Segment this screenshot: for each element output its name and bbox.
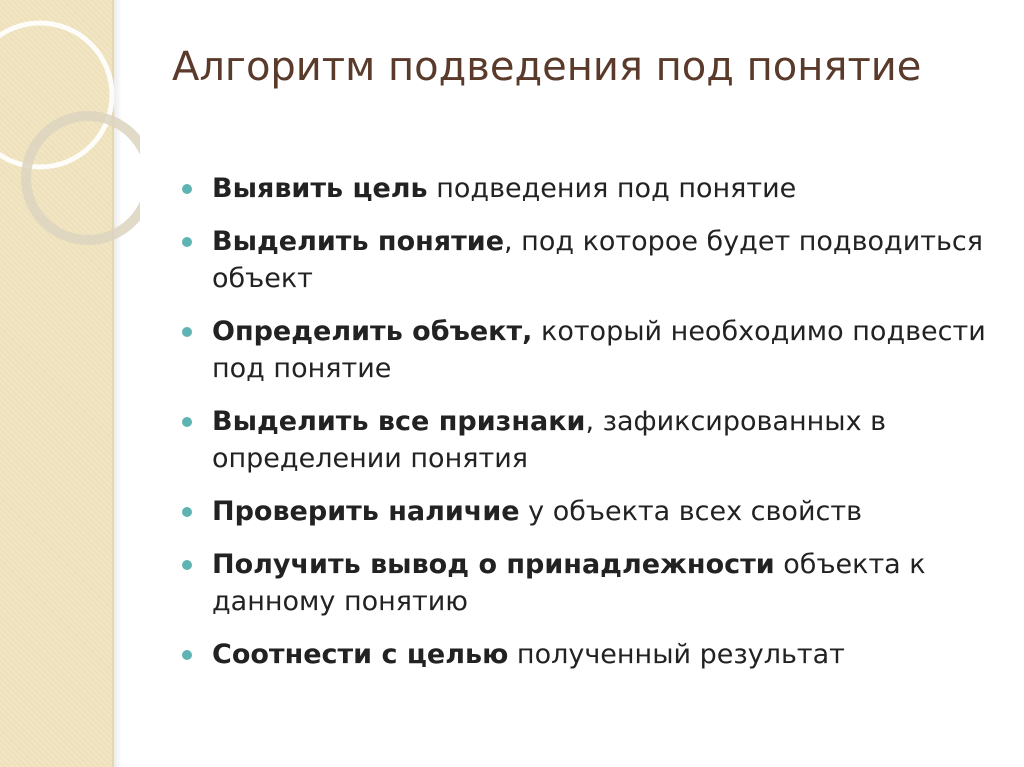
bullet-item [178, 546, 998, 620]
bullet-dot-icon [182, 650, 192, 660]
bullet-item [178, 403, 998, 477]
ring-large [0, 23, 112, 167]
bullet-item [178, 493, 998, 530]
bullet-item [178, 170, 998, 207]
bullet-item [178, 223, 998, 297]
bullet-item [178, 636, 998, 673]
bullet-item [178, 313, 998, 387]
bullet-text: , зафиксированных в определении понятия [212, 406, 887, 474]
bullet-dot-icon [182, 327, 192, 337]
bullet-text: полученный результат [508, 639, 845, 670]
bullet-text: который необходимо подвести под понятие [212, 316, 986, 384]
bullet-text: объекта к данному понятию [212, 549, 926, 617]
slide-title: Алгоритм подведения под понятие [172, 44, 922, 90]
bullet-bold-text: Выявить цель [212, 173, 428, 204]
bullet-list [178, 170, 998, 689]
bullet-dot-icon [182, 417, 192, 427]
bullet-bold-text: Соотнести с целью [212, 639, 509, 670]
bullet-text: , под которое будет подводиться объект [212, 226, 983, 294]
bullet-dot-icon [182, 237, 192, 247]
bullet-bold-text: Выделить все признаки [212, 406, 586, 437]
bullet-bold-text: Получить вывод о принадлежности [212, 549, 775, 580]
bullet-bold-text: Проверить наличие [212, 496, 520, 527]
bullet-bold-text: Определить объект, [212, 316, 533, 347]
bullet-text: подведения под понятие [427, 173, 797, 204]
bullet-dot-icon [182, 507, 192, 517]
bullet-bold-text: Выделить понятие [212, 226, 505, 257]
bullet-dot-icon [182, 184, 192, 194]
bullet-dot-icon [182, 560, 192, 570]
ring-medium [26, 116, 140, 240]
decorative-rings [0, 0, 140, 300]
bullet-text: у объекта всех свойств [519, 496, 862, 527]
